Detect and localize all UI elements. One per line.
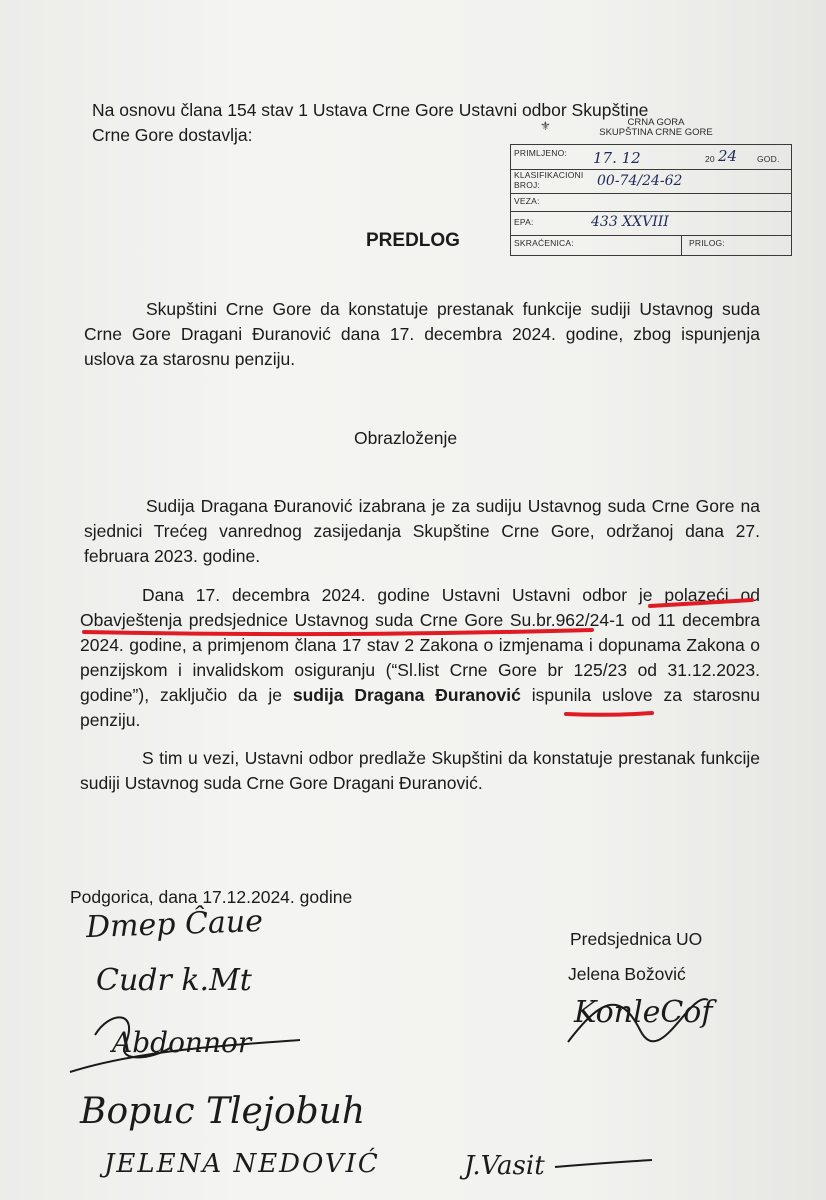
signatory-role: Predsjednica UO bbox=[570, 929, 703, 949]
handwritten-signature-3: Abdonnor bbox=[112, 1026, 252, 1059]
stamp-received-date: 17. 12 bbox=[593, 149, 641, 167]
explanation-paragraph-2-end: ispunila uslove za starosnu penziju. bbox=[80, 685, 760, 730]
explanation-paragraph-3: S tim u vezi, Ustavni odbor predlaže Skupštini da konstatuje prestanak funkcije sudiji Ustavnog suda Crne Gore Dragani Đuranović. bbox=[80, 748, 760, 793]
document-title: PREDLOG bbox=[366, 230, 460, 251]
explanation-paragraph-2 bbox=[80, 583, 760, 733]
stamp-row-attach bbox=[511, 235, 791, 255]
handwritten-signature-6: J.Vasit bbox=[464, 1151, 545, 1181]
handwritten-signature-1: Dmep Ĉaue bbox=[85, 903, 264, 946]
stamp-header bbox=[556, 118, 756, 138]
stamp-epa-value: 433 XXVIII bbox=[591, 214, 669, 230]
stamp-year-label: GOD. bbox=[757, 154, 780, 164]
place-and-date: Podgorica, dana 17.12.2024. godine bbox=[70, 887, 353, 907]
handwritten-signature-2: Cudr k.Mt bbox=[96, 963, 252, 998]
stamp-class-label: KLASIFIKACIONI bbox=[514, 170, 584, 180]
stamp-attach-label: PRILOG: bbox=[689, 238, 725, 248]
stamp-header-country: CRNA GORA bbox=[627, 117, 685, 128]
stamp-class-value: 00-74/24-62 bbox=[597, 173, 683, 189]
stamp-row-class bbox=[511, 169, 791, 194]
registration-stamp bbox=[510, 144, 792, 256]
crest-icon: ⚜ bbox=[540, 119, 551, 133]
stamp-year-suffix: 24 bbox=[718, 147, 738, 165]
stamp-row-link bbox=[511, 193, 791, 212]
stamp-class-label-2: BROJ: bbox=[514, 180, 541, 190]
explanation-heading: Obrazloženje bbox=[354, 428, 458, 448]
stamp-row-epa bbox=[511, 211, 791, 236]
stamp-received-label: PRIMLJENO: bbox=[514, 148, 568, 158]
handwritten-signature-5: JELENA NEDOVIĆ bbox=[104, 1149, 380, 1179]
chair-signature: KonleCof bbox=[574, 995, 713, 1030]
stamp-epa-label: EPA: bbox=[514, 217, 534, 227]
stamp-row-received bbox=[511, 145, 791, 170]
stamp-divider bbox=[681, 235, 682, 255]
stamp-header-parliament: SKUPŠTINA CRNE GORE bbox=[599, 127, 713, 138]
intro-line-1: Na osnovu člana 154 stav 1 Ustava Crne Gore Ustavni odbor Skupštine bbox=[92, 100, 649, 120]
explanation-paragraph-1: Sudija Dragana Đuranović izabrana je za sudiju Ustavnog suda Crne Gore na sjednici Trećeg vanrednog zasijedanja Skupštine Crne Gore, održanoj dana 27. februara 2023. godine. bbox=[84, 496, 760, 566]
proposal-paragraph: Skupštini Crne Gore da konstatuje prestanak funkcije sudiji Ustavnog suda Crne Gore Dragani Đuranović dana 17. decembra 2024. godine, zbog ispunjenja uslova za starosnu penziju. bbox=[84, 299, 760, 369]
judge-name-bold: sudija Dragana Đuranović bbox=[292, 685, 521, 705]
stamp-year-prefix: 20 bbox=[705, 154, 715, 164]
intro-line-2: Crne Gore dostavlja: bbox=[92, 125, 253, 145]
handwritten-signature-4: Bopuc Tlejobuh bbox=[80, 1091, 366, 1132]
explanation-paragraph-2-text: Dana 17. decembra 2024. godine Ustavni Ustavni odbor je polazeći od Obavještenja predsjednice Ustavnog suda Crne Gore Su.br.962/24-1 od 11 decembra 2024. godine, a primjenom člana 17 stav 2 Zakona o izmjenama i dopunama Zakona o penzijskom i invalidskom osiguranju (“Sl.list Crne Gore br 125/23 od 31.12.2023. godine”), zaključio da je bbox=[80, 585, 760, 705]
stamp-link-label: VEZA: bbox=[514, 196, 540, 206]
signature-tail bbox=[555, 1160, 652, 1167]
signatory-name: Jelena Božović bbox=[568, 964, 686, 984]
stamp-attach-prefix: SKRAĆENICA: bbox=[514, 238, 574, 248]
